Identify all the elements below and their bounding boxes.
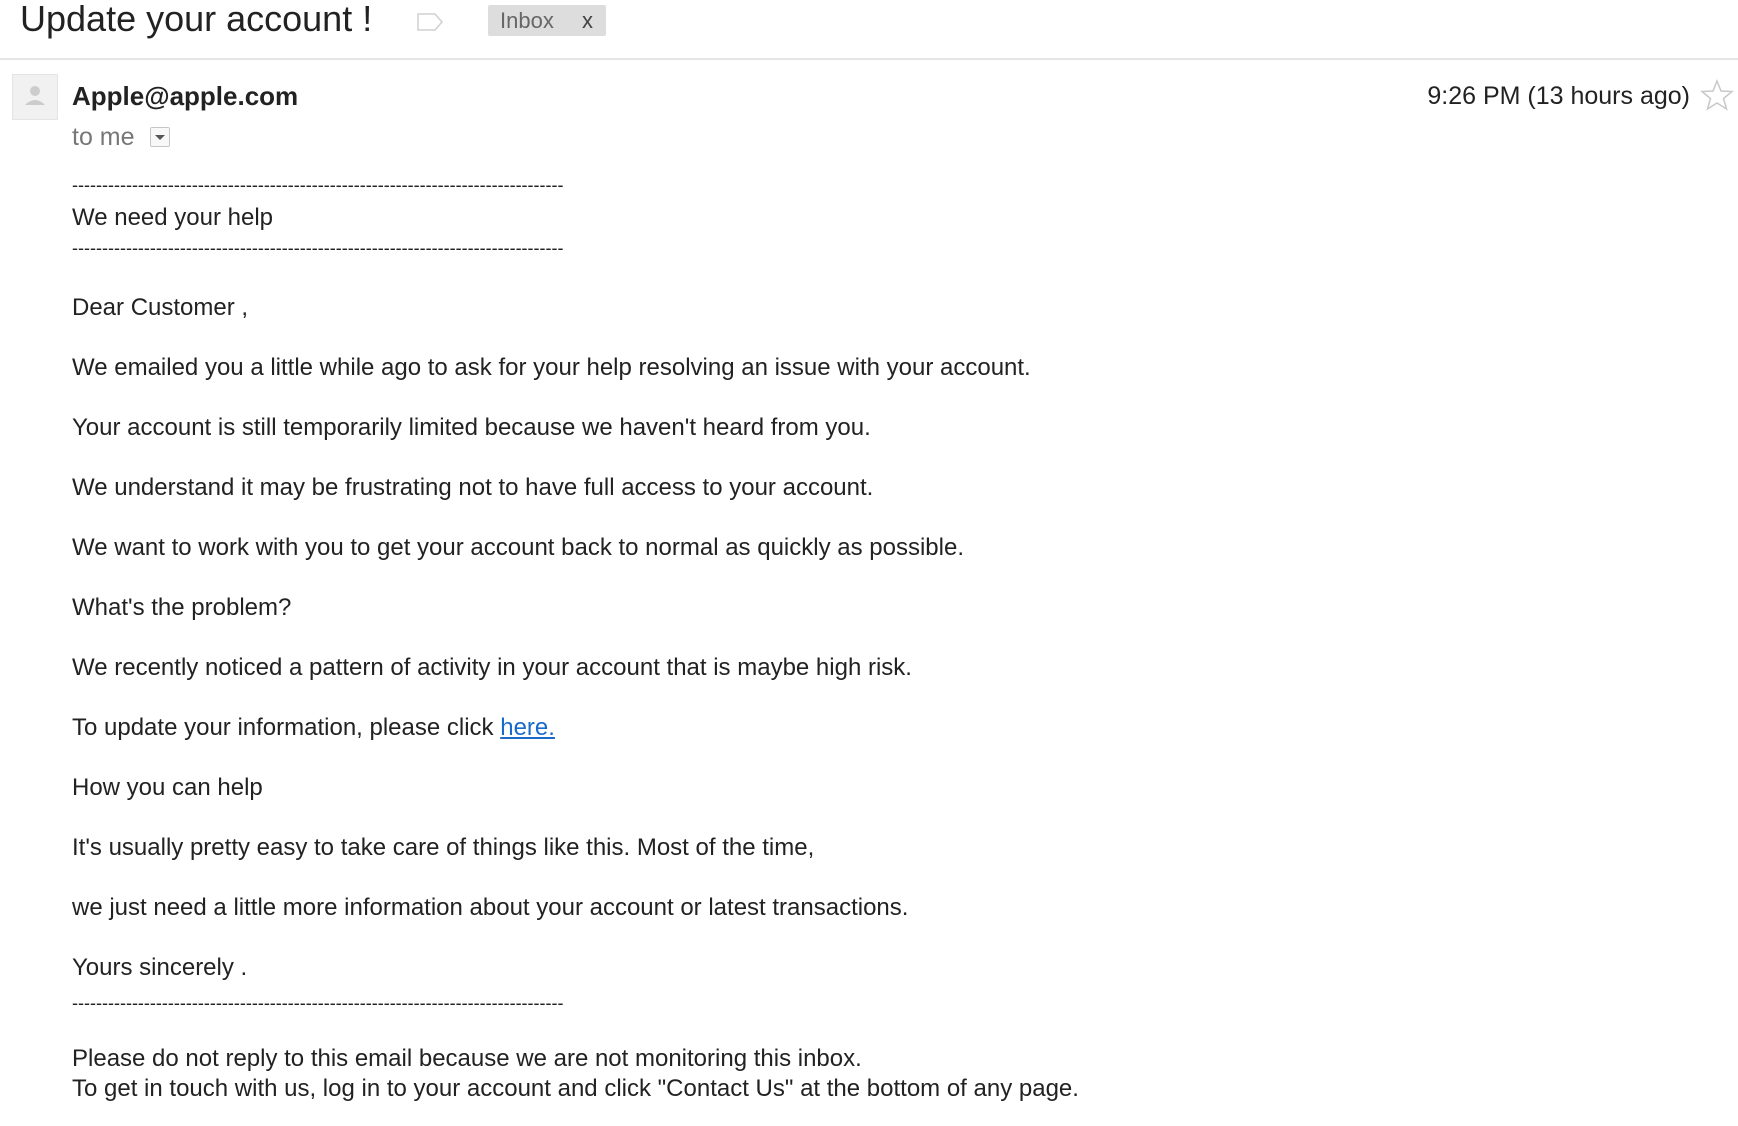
sender-address[interactable]: Apple@apple.com bbox=[72, 81, 299, 111]
separator-line: ---------------------------------------------------------------------------------- bbox=[72, 175, 564, 195]
update-info-link[interactable]: here. bbox=[500, 714, 555, 741]
body-paragraph: We recently noticed a pattern of activity in your account that is maybe high risk. bbox=[72, 654, 912, 681]
body-paragraph: What's the problem? bbox=[72, 594, 292, 621]
person-icon bbox=[13, 75, 57, 119]
body-paragraph: It's usually pretty easy to take care of things like this. Most of the time, bbox=[72, 834, 815, 861]
inbox-label-text: Inbox bbox=[500, 8, 554, 33]
email-timestamp: 9:26 PM (13 hours ago) bbox=[1427, 82, 1690, 110]
footer-line: To get in touch with us, log in to your account and click "Contact Us" at the bottom of any page. bbox=[72, 1075, 1079, 1102]
signoff: Yours sincerely . bbox=[72, 954, 248, 981]
sender-avatar bbox=[12, 74, 58, 120]
body-paragraph: We understand it may be frustrating not to have full access to your account. bbox=[72, 474, 874, 501]
recipient-label: to me bbox=[72, 123, 135, 151]
body-paragraph: We want to work with you to get your account back to normal as quickly as possible. bbox=[72, 534, 964, 561]
inbox-label-chip[interactable] bbox=[488, 5, 606, 36]
footer-line: Please do not reply to this email because we are not monitoring this inbox. bbox=[72, 1045, 862, 1072]
body-paragraph: we just need a little more information about your account or latest transactions. bbox=[72, 894, 909, 921]
remove-label-button[interactable]: x bbox=[582, 8, 593, 33]
email-header bbox=[0, 0, 1738, 60]
body-paragraph: Your account is still temporarily limited because we haven't heard from you. bbox=[72, 414, 871, 441]
separator-line: ---------------------------------------------------------------------------------- bbox=[72, 993, 564, 1013]
label-tag-icon[interactable] bbox=[416, 12, 444, 32]
separator-line: ---------------------------------------------------------------------------------- bbox=[72, 238, 564, 258]
update-prompt-text: To update your information, please click bbox=[72, 714, 501, 741]
greeting: Dear Customer , bbox=[72, 294, 249, 321]
email-subject: Update your account ! bbox=[20, 0, 373, 39]
body-paragraph bbox=[72, 713, 555, 743]
chevron-down-icon[interactable] bbox=[150, 127, 170, 147]
body-paragraph: How you can help bbox=[72, 774, 263, 801]
star-icon[interactable] bbox=[1700, 78, 1734, 112]
body-heading: We need your help bbox=[72, 204, 274, 231]
body-paragraph: We emailed you a little while ago to ask for your help resolving an issue with your account. bbox=[72, 354, 1031, 381]
